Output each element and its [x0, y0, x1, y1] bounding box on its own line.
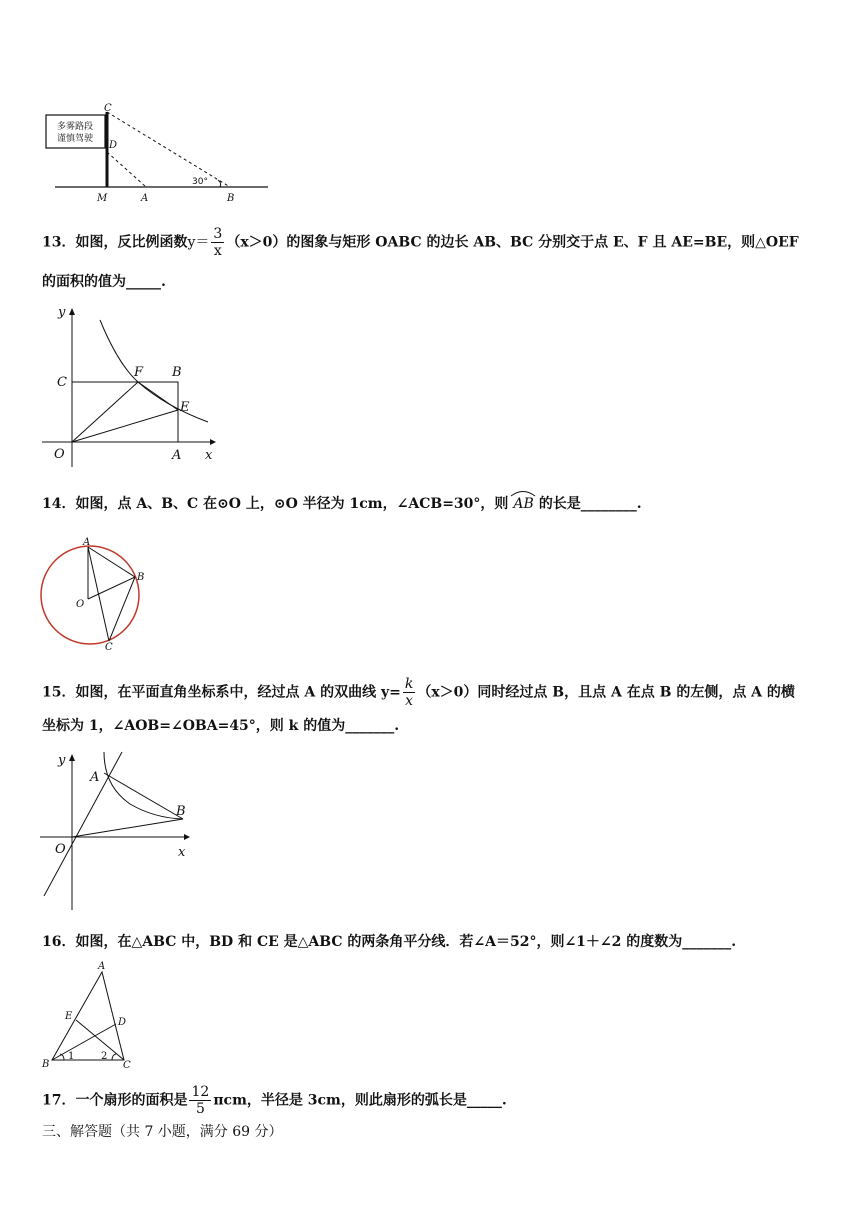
label-M: M	[97, 193, 108, 204]
label-x: x	[178, 845, 186, 860]
question-13: 13．如图，反比例函数y＝ $\frac{3}{x}$ （x＞0）的图象与矩形 OABC 的边长 AB、BC 分别交于点 E、F 且 AE=BE，则△OEF	[42, 226, 799, 259]
angle-label: 30°	[192, 177, 208, 187]
label-D: D	[109, 140, 118, 151]
question-15-line2: 坐标为 1，∠AOB=∠OBA=45°，则 k 的值为_______.	[42, 718, 400, 734]
question-number: 14．	[42, 496, 76, 512]
question-number: 13．	[42, 234, 76, 251]
label-C: C	[105, 642, 113, 653]
label-B: B	[137, 572, 145, 583]
label-E: E	[65, 1011, 73, 1022]
label-y: y	[58, 305, 66, 320]
question-16: 16．如图，在△ABC 中，BD 和 CE 是△ABC 的两条角平分线．若∠A＝52°，则∠1＋∠2 的度数为_______.	[42, 934, 737, 950]
figure-12	[40, 100, 272, 208]
question-13-line2: 的面积的值为_____.	[42, 274, 166, 290]
sign-line2: 谨慎驾驶	[56, 134, 94, 144]
question-15: 15．如图，在平面直角坐标系中，经过点 A 的双曲线 y= $\frac{k}{x}$ （x＞0）同时经过点 B，且点 A 在点 B 的左侧，点 A 的横	[42, 676, 795, 709]
fraction-3-over-x: $\frac{3}{x}$	[213, 226, 223, 259]
question-number: 15．	[42, 684, 76, 701]
label-B: B	[172, 365, 182, 380]
fraction-12-over-5: $\frac{12}{5}$	[191, 1084, 210, 1117]
figure-13	[40, 302, 230, 468]
label-B: B	[227, 193, 235, 204]
angle-2: 2	[101, 1051, 108, 1062]
arc-AB: AB	[510, 494, 536, 514]
figure-14	[38, 537, 148, 653]
label-O: O	[76, 599, 85, 610]
question-17: 17．一个扇形的面积是 $\frac{12}{5}$ πcm，半径是 3cm，则此扇形的弧长是_____.	[42, 1084, 507, 1117]
figure-16	[38, 958, 138, 1070]
label-C: C	[57, 375, 67, 390]
fraction-k-over-x: $\frac{k}{x}$	[404, 676, 414, 709]
label-C: C	[104, 103, 112, 114]
section-3-heading: 三、解答题（共 7 小题，满分 69 分）	[42, 1124, 283, 1140]
label-A: A	[141, 193, 149, 204]
question-number: 17．	[42, 1092, 76, 1109]
label-D: D	[118, 1017, 127, 1028]
label-B: B	[176, 804, 186, 819]
label-A: A	[98, 961, 106, 972]
label-A: A	[83, 537, 91, 548]
figure-15	[38, 748, 198, 912]
label-A: A	[172, 448, 182, 463]
label-B: B	[42, 1059, 50, 1070]
label-O: O	[54, 447, 65, 462]
label-O: O	[55, 842, 66, 857]
label-E: E	[180, 400, 190, 415]
label-F: F	[134, 365, 144, 380]
angle-1: 1	[68, 1051, 75, 1062]
sign-line1: 多雾路段	[56, 122, 94, 132]
question-number: 16．	[42, 934, 76, 950]
label-A: A	[90, 770, 100, 785]
label-x: x	[205, 448, 213, 463]
label-y: y	[58, 753, 66, 768]
question-14: 14．如图，点 A、B、C 在⊙O 上，⊙O 半径为 1cm，∠ACB=30°，则 AB 的长是________.	[42, 494, 642, 514]
label-C: C	[123, 1060, 131, 1070]
